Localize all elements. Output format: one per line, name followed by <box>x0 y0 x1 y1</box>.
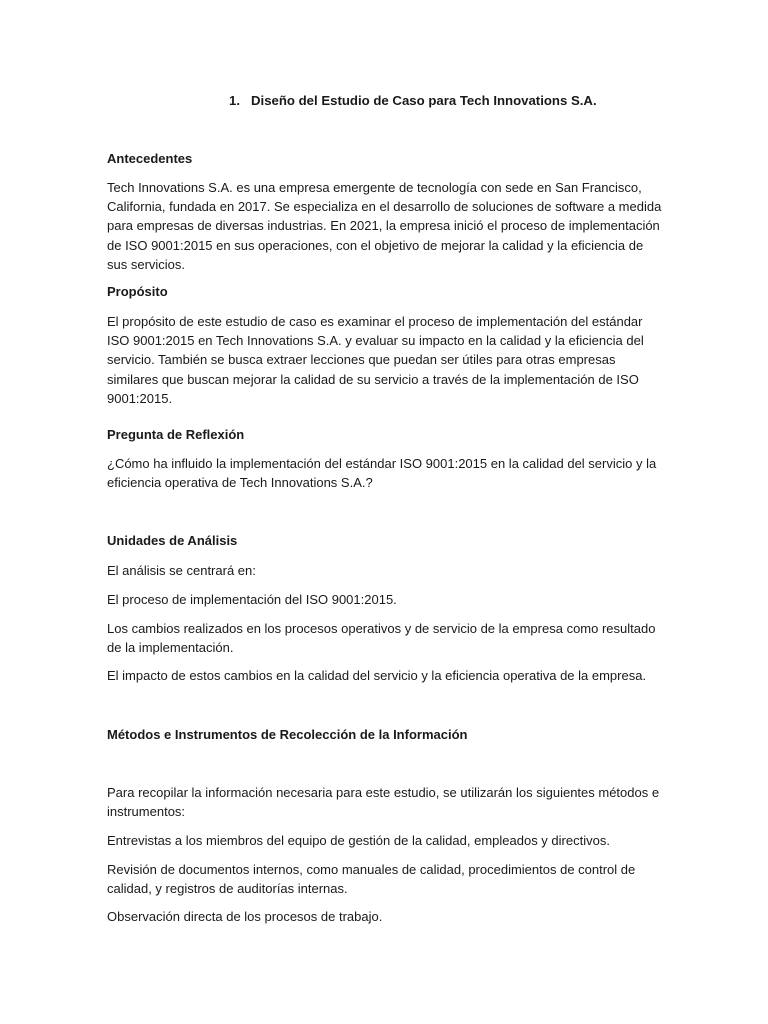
heading-antecedentes: Antecedentes <box>107 151 193 166</box>
title-number: 1. <box>229 93 240 108</box>
list-item: Revisión de documentos internos, como manuales de calidad, procedimientos de control de calidad, y registros de auditorías internas. <box>107 862 636 897</box>
list-item: El proceso de implementación del ISO 9001:2015. <box>107 592 397 607</box>
paragraph-proposito: El propósito de este estudio de caso es examinar el proceso de implementación del estándar ISO 9001:2015 en Tech Innovations S.A. y evaluar su impacto en la calidad y la eficiencia del servicio. También se busca extraer lecciones que puedan ser útiles para otras empresas similares que buscan mejorar la calidad de su servicio a través de la implementación de ISO 9001:2015. <box>107 314 644 406</box>
paragraph-pregunta: ¿Cómo ha influido la implementación del estándar ISO 9001:2015 en la calidad del servicio y la eficiencia operativa de Tech Innovations S.A.? <box>107 456 657 491</box>
list-item: Los cambios realizados en los procesos operativos y de servicio de la empresa como resultado de la implementación. <box>107 621 656 656</box>
paragraph-metodos-intro: Para recopilar la información necesaria para este estudio, se utilizarán los siguientes métodos e instrumentos: <box>107 785 660 820</box>
heading-unidades: Unidades de Análisis <box>107 533 238 548</box>
list-item: Observación directa de los procesos de trabajo. <box>107 909 383 924</box>
document-title <box>229 92 649 110</box>
title-text: Diseño del Estudio de Caso para Tech Innovations S.A. <box>251 93 597 108</box>
heading-metodos: Métodos e Instrumentos de Recolección de la Información <box>107 727 468 742</box>
paragraph-antecedentes: Tech Innovations S.A. es una empresa emergente de tecnología con sede en San Francisco, California, fundada en 2017. Se especializa en el desarrollo de soluciones de software a medida para empresas de diversas industrias. En 2021, la empresa inició el proceso de implementación de ISO 9001:2015 en sus operaciones, con el objetivo de mejorar la calidad y la eficiencia de sus servicios. <box>107 180 662 272</box>
list-item: El impacto de estos cambios en la calidad del servicio y la eficiencia operativa de la empresa. <box>107 668 647 683</box>
heading-pregunta: Pregunta de Reflexión <box>107 427 245 442</box>
paragraph-unidades-intro: El análisis se centrará en: <box>107 563 256 578</box>
list-item: Entrevistas a los miembros del equipo de gestión de la calidad, empleados y directivos. <box>107 833 610 848</box>
heading-proposito: Propósito <box>107 284 168 299</box>
